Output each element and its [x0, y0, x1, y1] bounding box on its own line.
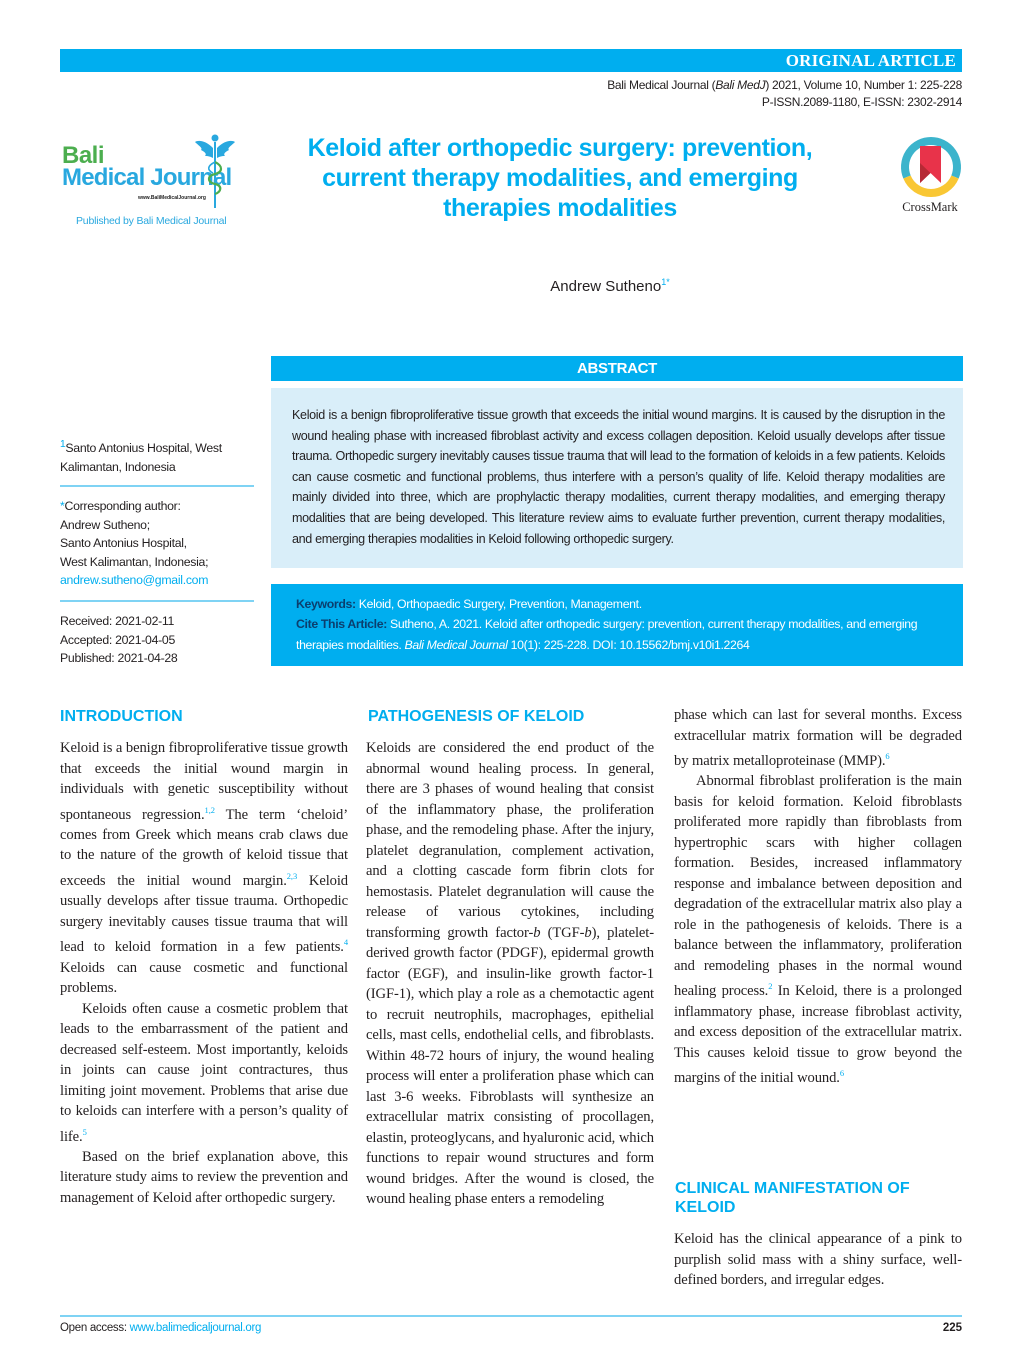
article-type-banner	[60, 49, 962, 72]
author-line	[280, 277, 940, 295]
keywords-citation-box	[271, 584, 963, 666]
paragraph: Abnormal fibroblast proliferation is the main basis for keloid formation. Keloid fibroblasts proliferated more rapidly than fibroblasts from hypertrophic scars with higher collagen formation. Besides, increased inflammatory response and imbalance between deposition and degradation of the extracellular matrix also play a role in the pathogenesis of keloids. There is a balance between the inflammatory, proliferation and remodeling phases in the normal wound healing process.$^2$ In Keloid, there is a prolonged inflammatory phase, increase fibroblast activity, and excess deposition of the extracellular matrix. This causes keloid tissue to grow beyond the margins of the initial wound.$^6$	[674, 773, 962, 1087]
corresponding-location: West Kalimantan, Indonesia;	[60, 554, 209, 569]
corresponding-mark: *	[60, 499, 65, 513]
abstract-heading: ABSTRACT	[271, 356, 963, 381]
article-type-label: ORIGINAL ARTICLE	[785, 51, 956, 70]
journal-logo	[62, 140, 242, 230]
crossmark-icon	[895, 133, 965, 199]
keywords-value: Keloid, Orthopaedic Surgery, Prevention, Management.	[355, 597, 642, 611]
paragraph: Keloid has the clinical appearance of a pink to purplish solid mass with a shiny surface, well-defined borders, and irregular edges.	[674, 1231, 962, 1288]
affiliation-text: Santo Antonius Hospital, West Kalimantan, Indonesia	[60, 441, 222, 474]
paragraph: phase which can last for several months. Excess extracellular matrix formation will be degraded by matrix metalloproteinase (MMP).$^6$	[674, 707, 962, 769]
keywords-label: Keywords:	[296, 597, 356, 611]
sidebar-divider	[60, 485, 254, 487]
author-affiliation-marks: 1*	[661, 277, 670, 287]
footer-divider	[60, 1315, 962, 1317]
corresponding-name: Andrew Sutheno;	[60, 517, 150, 532]
corresponding-author-block	[60, 497, 254, 590]
journal-website-link[interactable]: www.balimedicaljournal.org	[129, 1322, 262, 1334]
cite-label: Cite This Article:	[296, 617, 387, 632]
citation-ref[interactable]: 5	[82, 1126, 87, 1137]
journal-citation-info	[607, 77, 962, 111]
logo-text-bali: Bali	[62, 142, 105, 169]
logo-published-by: Published by Bali Medical Journal	[76, 215, 227, 227]
citation-ref[interactable]: 6	[885, 751, 890, 761]
cite-doi[interactable]: 10(1): 225-228. DOI: 10.15562/bmj.v10i1.2264	[507, 637, 750, 652]
author-name: Andrew Sutheno	[550, 278, 662, 295]
corresponding-email-link[interactable]: andrew.sutheno@gmail.com	[60, 573, 209, 587]
crossmark-label: CrossMark	[902, 200, 958, 214]
abstract-text: Keloid is a benign fibroproliferative tissue growth that exceeds the initial wound margins. It is caused by the disruption in the wound healing phase with increased fibroblast activity and excess collagen deposition. Keloid usually develops after tissue trauma. Orthopedic surgery inevitably causes tissue trauma that will lead to the formation of keloids in a few patients. Keloids can cause cosmetic and functional problems, thus interfere with a person’s quality of life. Keloid therapy modalities are mainly divided into three, which are prophylactic therapy modalities, current therapy modalities, and emerging therapy modalities that are being developed. This literature review aims to evaluate further prevention, current therapy modalities, and emerging therapies modalities in Keloid following orthopedic surgery.	[271, 388, 963, 568]
paragraph: Keloids are considered the end product of the abnormal wound healing process. In general, there are 3 phases of wound healing that consist of the inflammatory phase, the proliferation phase, and the remodeling phase. After the injury, platelet degranulation, complement activation, and a clotting cascade form fibrin clots for hemostasis. Platelet degranulation will cause the release of various cytokines, including transforming growth factor-b (TGF-b), platelet-derived growth factor (PDGF), epidermal growth factor (EGF), and insulin-like growth factor-1 (IGF-1), which play a role as a chemotactic agent to recruit neutrophils, macrophages, epithelial cells, mast cells, endothelial cells, and fibroblasts. Within 48-72 hours of injury, the wound healing process will enter a proliferation phase which can last 3-6 weeks. Fibroblasts will synthesize an extracellular matrix consisting of procollagen, elastin, proteoglycans, and hyaluronic acid, which functions to repair wound structures and form wound bridges. After the wound is closed, the wound healing phase enters a remodeling	[366, 740, 654, 1207]
clinical-manifestation-body	[674, 1229, 962, 1291]
page-number: 225	[942, 1322, 962, 1334]
section-heading-introduction: INTRODUCTION	[60, 708, 183, 725]
paragraph: Keloids often cause a cosmetic problem that leads to the embarrassment of the patient and decreased self-esteem. Most importantly, keloids in joints can cause joint contractures, thus limiting joint movement. Problems that arise due to keloids can interfere with a person’s quality of life.$^5$	[60, 1000, 348, 1145]
keywords-line	[296, 594, 945, 614]
citation-ref[interactable]: 4	[343, 937, 348, 948]
affiliation-block	[60, 436, 254, 476]
caduceus-icon	[195, 132, 235, 210]
paragraph: Based on the brief explanation above, this literature study aims to review the prevention and management of Keloid after orthopedic surgery.	[60, 1148, 348, 1206]
dates-block	[60, 612, 254, 668]
corresponding-org: Santo Antonius Hospital,	[60, 536, 187, 550]
accepted-date: Accepted: 2021-04-05	[60, 632, 176, 647]
introduction-body	[60, 738, 348, 1208]
crossmark-badge[interactable]	[895, 133, 965, 213]
journal-volume-line: Bali Medical Journal (Bali MedJ) 2021, Volume 10, Number 1: 225-228	[607, 78, 962, 92]
footer-open-access	[60, 1322, 261, 1334]
citation-line: Cite This Article: Sutheno, A. 2021. Keloid after orthopedic surgery: prevention, current therapy modalities, and emerging therapies modalities. Bali Medical Journal 10(1): 225-228. DOI: 10.15562/bmj.v10i1.2264	[296, 617, 918, 652]
article-title: Keloid after orthopedic surgery: prevention, current therapy modalities, and emerging therapies modalities	[307, 134, 813, 222]
citation-ref[interactable]: 6	[839, 1068, 845, 1079]
pathogenesis-continued-body	[674, 705, 962, 1089]
citation-ref[interactable]: 1,2	[204, 804, 215, 815]
paragraph: Keloid is a benign fibroproliferative tissue growth that exceeds the initial wound margin in individuals with genetic susceptibility without spontaneous regression.$^{1,2}$ The term ‘cheloid’ comes from Greek which means crab claws due to the nature of the growth of keloid tissue that exceeds the initial wound margin.$^{2,3}$ Keloid usually develops after tissue trauma. Orthopedic surgery inevitably causes tissue trauma that will lead to keloid formation in a few patients.$^4$ Keloids can cause cosmetic and functional problems.	[60, 740, 349, 997]
corresponding-label: Corresponding author:	[64, 499, 181, 513]
pathogenesis-body	[366, 738, 654, 1210]
cite-journal-name: Bali Medical Journal	[404, 637, 508, 652]
logo-text-medical-journal: Medical Journal	[62, 164, 232, 191]
section-heading-clinical-manifestation: CLINICAL MANIFESTATION OF KELOID	[675, 1180, 910, 1216]
affiliation-mark: 1	[60, 439, 66, 450]
published-date: Published: 2021-04-28	[60, 651, 178, 665]
open-access-label: Open access:	[60, 1322, 130, 1334]
issn-line: P-ISSN.2089-1180, E-ISSN: 2302-2914	[761, 95, 962, 109]
logo-url: www.BaliMedicalJournal.org	[138, 195, 206, 201]
section-heading-pathogenesis: PATHOGENESIS OF KELOID	[368, 708, 585, 725]
sidebar-divider	[60, 600, 254, 602]
received-date: Received: 2021-02-11	[60, 614, 175, 628]
citation-ref[interactable]: 2	[768, 981, 773, 992]
citation-ref[interactable]: 2,3	[286, 870, 298, 881]
